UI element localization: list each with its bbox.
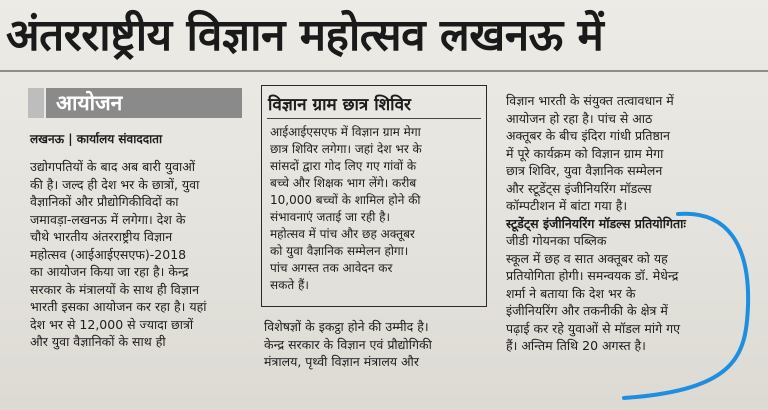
text-line: उद्योगपतियों के बाद अब बारी युवाओं <box>30 159 196 174</box>
text-line: आईआईएसएफ में विज्ञान ग्राम मेगा <box>270 125 421 139</box>
text-line: की है। जल्द ही देश भर के छात्रों, युवा <box>30 176 200 192</box>
text-line: प्रतियोगिता होगी। समन्वयक डॉ. मेधेन्द्र <box>506 268 679 283</box>
section-label-edge <box>28 88 44 118</box>
text-line: विशेषज्ञों के इकट्ठा होने की उम्मीद है। <box>264 319 429 334</box>
headline-rule <box>0 70 768 72</box>
text-line: पांच अगस्त तक आवेदन कर <box>270 261 393 275</box>
box-title: विज्ञान ग्राम छात्र शिविर <box>268 95 411 115</box>
text-line: और युवा वैज्ञानिकों के साथ ही <box>30 334 166 349</box>
text-line: पढ़ाई कर रहे युवाओं से मॉडल मांगे गए <box>506 320 681 336</box>
subheading: स्टूडेंट्स इंजीनियरिंग मॉडल्स प्रतियोगिताः <box>506 215 686 231</box>
box-title-rule <box>267 118 481 119</box>
text-line: शर्मा ने बताया कि देश भर के <box>506 285 636 301</box>
text-line: को युवा वैज्ञानिक सम्मेलन होगा। <box>270 244 409 258</box>
headline: अंतरराष्ट्रीय विज्ञान महोत्सव लखनऊ में <box>6 10 604 61</box>
text-line: और स्टूडेंट्स इंजीनियरिंग मॉडल्स <box>506 180 652 196</box>
text-line: जमावड़ा-लखनऊ में लगेगा। देश के <box>30 211 186 227</box>
text-line: जीडी गोयनका पब्लिक <box>506 233 607 248</box>
text-line: महोत्सव में पांच और छह अक्तूबर <box>270 227 415 241</box>
text-line: भारती इसका आयोजन कर रहा है। यहां <box>30 299 207 314</box>
left-column <box>30 158 248 351</box>
right-column <box>506 92 744 355</box>
text-line: सांसदों द्वारा गोद लिए गए गांवों के <box>270 159 417 173</box>
text-line: अक्तूबर के बीच इंदिरा गांधी प्रतिष्ठान <box>506 128 670 143</box>
text-line: केन्द्र सरकार के विज्ञान एवं प्रौद्योगिकी <box>264 336 432 352</box>
text-line: का आयोजन किया जा रहा है। केन्द्र <box>30 264 189 279</box>
middle-bottom-text <box>264 318 490 371</box>
section-label: आयोजन <box>46 88 242 118</box>
text-line: आयोजन हो रहा है। पांच से आठ <box>506 110 653 126</box>
text-line: सरकार के मंत्रालयों के साथ ही विज्ञान <box>30 281 200 297</box>
box-body <box>270 124 480 294</box>
text-line: 10,000 बच्चों के शामिल होने की <box>270 193 421 207</box>
text-line: विज्ञान भारती के संयुक्त तत्वावधान में <box>506 93 674 108</box>
text-line: कॉम्पटीशन में बांटा गया है। <box>506 198 628 213</box>
text-line: देश भर से 12,000 से ज्यादा छात्रों <box>30 316 194 332</box>
text-line: संभावनाएं जताई जा रही है। <box>270 210 391 224</box>
text-line: सकते हैं। <box>270 278 309 292</box>
text-line: चौथे भारतीय अंतरराष्ट्रीय विज्ञान <box>30 229 173 244</box>
byline: लखनऊ | कार्यालय संवाददाता <box>30 132 163 146</box>
text-line: में पूरे कार्यक्रम को विज्ञान ग्राम मेगा <box>506 145 664 161</box>
text-line: वैज्ञानिकों और प्रौद्योगिकीविदों का <box>30 194 179 209</box>
adjacent-page-edge <box>752 80 768 410</box>
text-line: स्कूल में छह व सात अक्तूबर को यह <box>506 250 668 266</box>
text-line: मंत्रालय, पृथ्वी विज्ञान मंत्रालय और <box>264 354 419 369</box>
text-line: महोत्सव (आईआईएसएफ)-2018 <box>30 246 187 262</box>
text-line: हैं। अन्तिम तिथि 20 अगस्त है। <box>506 338 646 353</box>
text-line: इंजीनियरिंग और तकनीकी के क्षेत्र में <box>506 303 668 318</box>
text-line: छात्र शिविर, युवा वैज्ञानिक सम्मेलन <box>506 163 663 178</box>
text-line: बच्चे और शिक्षक भाग लेंगे। करीब <box>270 176 417 190</box>
text-line: छात्र शिविर लगेगा। जहां देश भर के <box>270 142 422 156</box>
